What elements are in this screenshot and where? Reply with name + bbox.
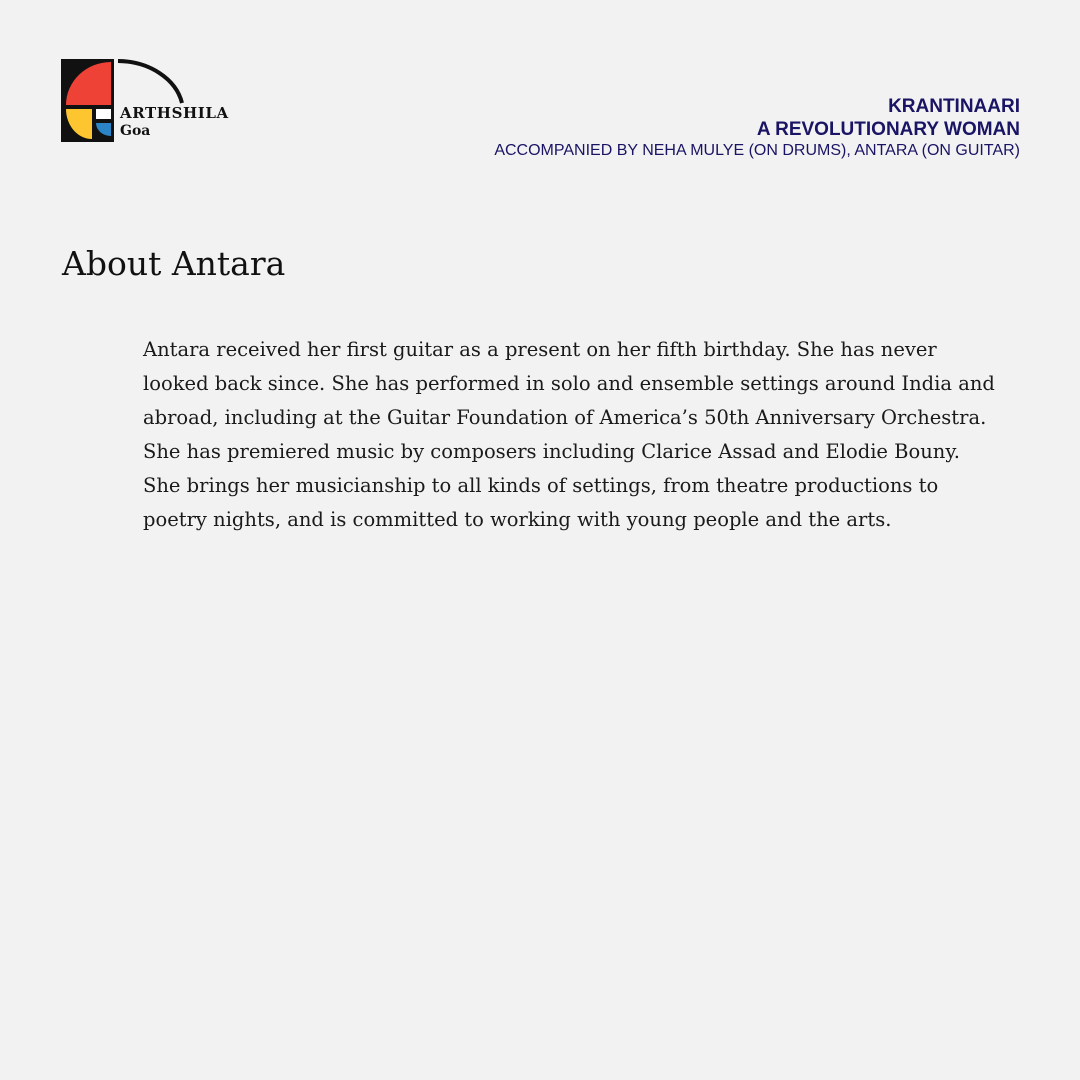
bio-paragraph: Antara received her first guitar as a present on her fifth birthday. She has never looked back since. She has performed in solo and ensemble settings around India and abroad, including at the Guitar Foundation of America’s 50th Anniversary Orchestra. She has premiered music by composers including Clarice Assad and Elodie Bouny. She brings her musicianship to all kinds of settings, from theatre productions to poetry nights, and is committed to working with young people and the arts. (143, 338, 995, 531)
section-title: About Antara (62, 244, 286, 283)
logo-city: Goa (120, 123, 151, 139)
event-header (494, 95, 1020, 160)
event-title: KRANTINAARI (888, 96, 1020, 117)
logo-wordmark (120, 106, 229, 138)
logo-name: ARTHSHILA (120, 104, 229, 122)
event-credits: ACCOMPANIED BY NEHA MULYE (ON DRUMS), ANTARA (ON GUITAR) (494, 142, 1020, 159)
event-subtitle: A REVOLUTIONARY WOMAN (756, 119, 1020, 140)
arthshila-logo (61, 59, 231, 143)
